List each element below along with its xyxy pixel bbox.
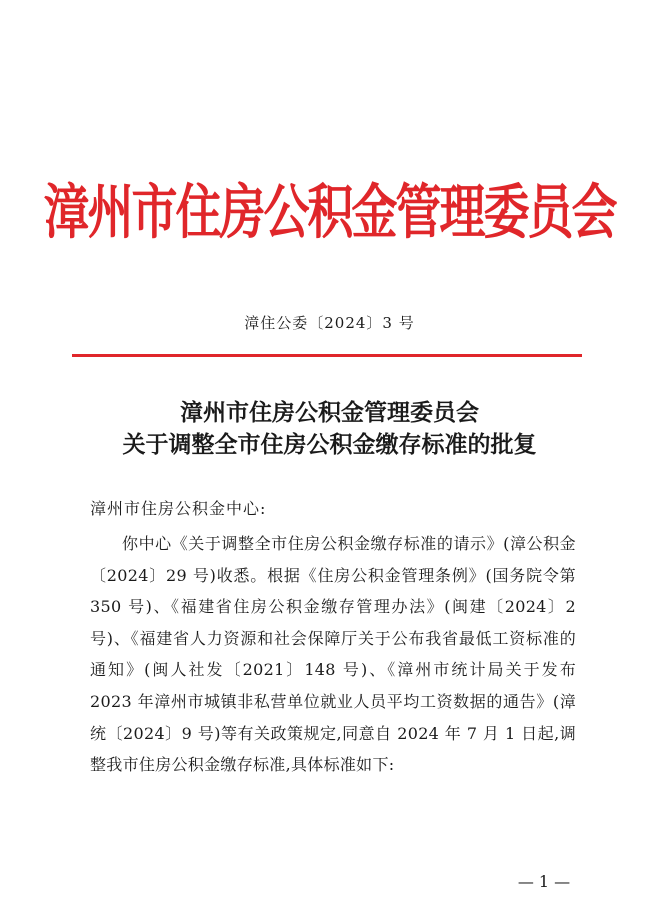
page-number: — 1 — [517, 872, 571, 891]
document-title-line1: 漳州市住房公积金管理委员会 [180, 399, 479, 426]
document-title-line2: 关于调整全市住房公积金缴存标准的批复 [122, 431, 537, 458]
document-number: 漳住公委〔2024〕3 号 [244, 314, 415, 332]
red-divider-line [72, 354, 582, 357]
issuing-organization-header: 漳州市住房公积金管理委员会 [43, 177, 616, 247]
body-paragraph: 你中心《关于调整全市住房公积金缴存标准的请示》(漳公积金〔2024〕29 号)收悉。根据《住房公积金管理条例》(国务院令第 350 号)、《福建省住房公积金缴存管理办法》(闽建〔2024〕2 号)、《福建省人力资源和社会保障厅关于公布我省最低工资标准的通知》(闽人社发〔2021〕148 号)、《漳州市统计局关于发布 2023 年漳州市城镇非私营单位就业人员平均工资数据的通告》(漳统〔2024〕9 号)等有关政策规定,同意自 2024 年 7 月 1 日起,调整我市住房公积金缴存标准,具体标准如下: [90, 534, 576, 775]
salutation: 漳州市住房公积金中心: [90, 499, 267, 518]
